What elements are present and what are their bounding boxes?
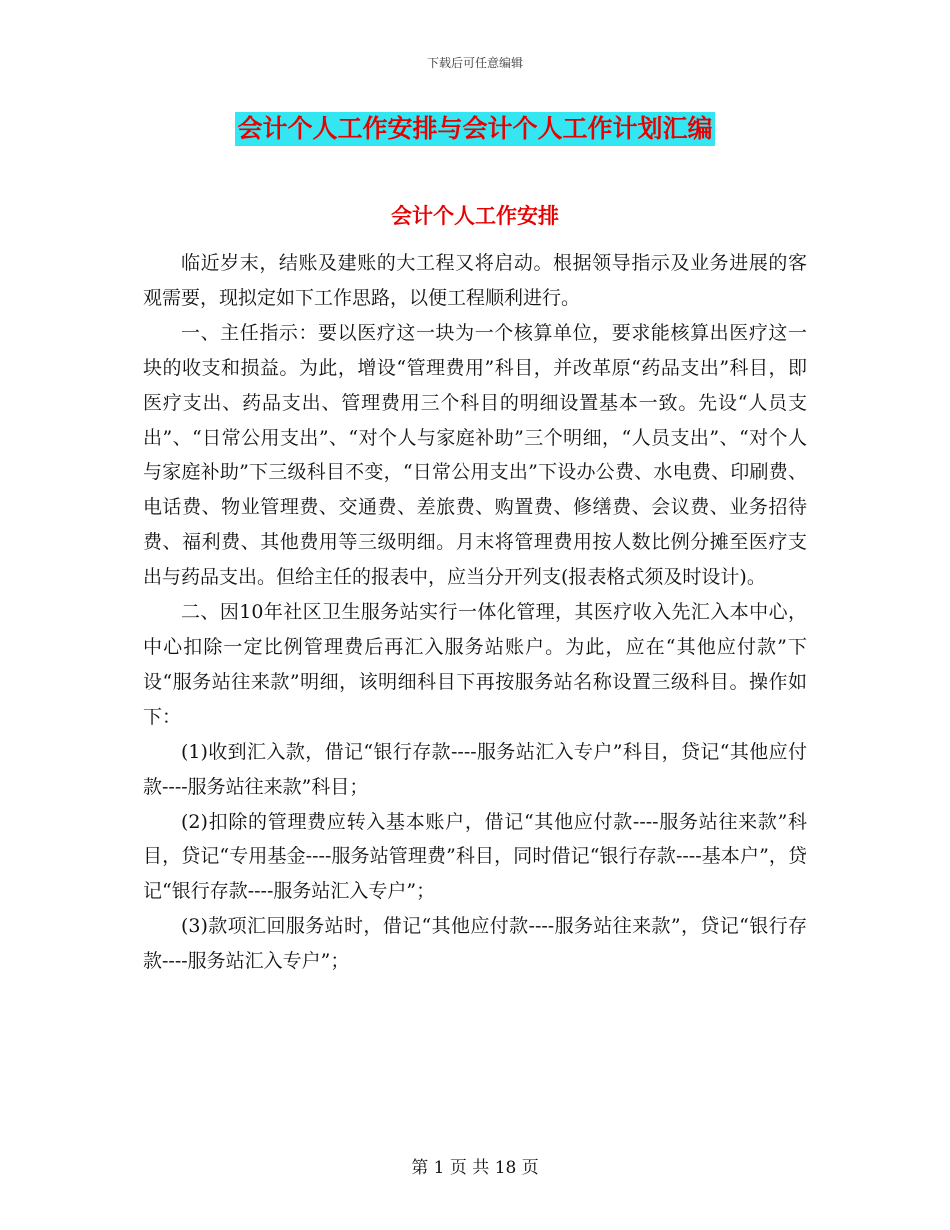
- document-main-title: [0, 112, 950, 146]
- paragraph: (3)款项汇回服务站时，借记“其他应付款----服务站往来款”，贷记“银行存款----服务站汇入专户”；: [143, 915, 807, 973]
- paragraph: (1)收到汇入款，借记“银行存款----服务站汇入专户”科目，贷记“其他应付款----服务站往来款”科目；: [143, 740, 807, 798]
- section-title: 会计个人工作安排: [391, 204, 559, 228]
- paragraph: 临近岁末，结账及建账的大工程又将启动。根据领导指示及业务进展的客观需要，现拟定如下工作思路，以便工程顺利进行。: [143, 252, 807, 309]
- paragraph: 一、主任指示：要以医疗这一块为一个核算单位，要求能核算出医疗这一块的收支和损益。为此，增设“管理费用”科目，并改革原“药品支出”科目，即医疗支出、药品支出、管理费用三个科目的明细设置基本一致。先设“人员支出”、“日常公用支出”、“对个人与家庭补助”三个明细，“人员支出”、“对个人与家庭补助”下三级科目不变，“日常公用支出”下设办公费、水电费、印刷费、电话费、物业管理费、交通费、差旅费、购置费、修缮费、会议费、业务招待费、福利费、其他费用等三级明细。月末将管理费用按人数比例分摊至医疗支出与药品支出。但给主任的报表中，应当分开列支(报表格式须及时设计)。: [143, 321, 807, 589]
- paragraph: (2)扣除的管理费应转入基本账户，借记“其他应付款----服务站往来款”科目，贷记“专用基金----服务站管理费”科目，同时借记“银行存款----基本户”，贷记“银行存款----服务站汇入专户”；: [143, 810, 807, 903]
- document-body: [143, 246, 807, 979]
- page-header-note: 下载后可任意编辑: [426, 56, 523, 70]
- paragraph: 二、因10年社区卫生服务站实行一体化管理，其医疗收入先汇入本中心，中心扣除一定比例管理费后再汇入服务站账户。为此，应在“其他应付款”下设“服务站往来款”明细，该明细科目下再按服务站名称设置三级科目。操作如下：: [143, 601, 807, 728]
- main-title-text: 会计个人工作安排与会计个人工作计划汇编: [235, 112, 714, 146]
- page-number-footer: 第 1 页 共 18 页: [411, 1158, 539, 1178]
